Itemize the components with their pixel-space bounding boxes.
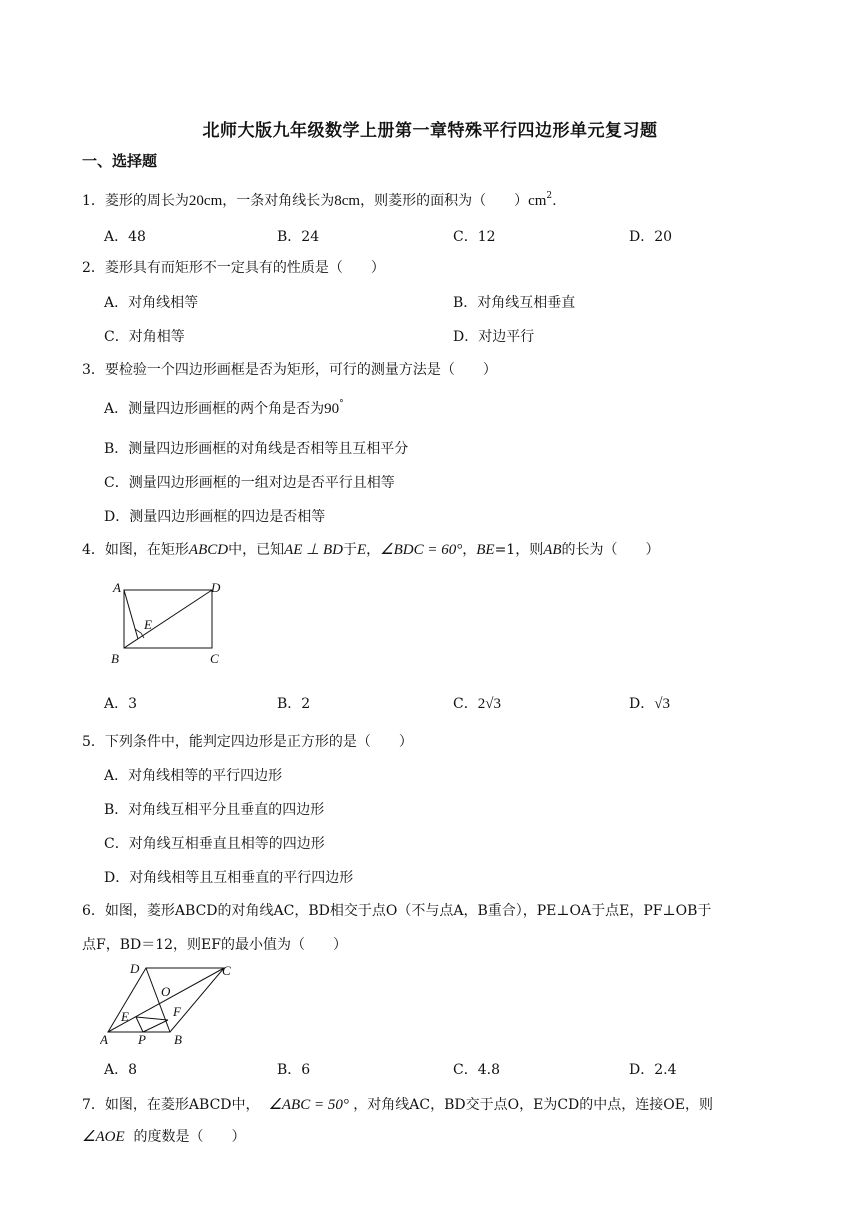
option-a[interactable]: A．48 — [104, 229, 146, 245]
figure-label: C — [222, 963, 231, 978]
question-text: 点F，BD＝12，则EF的最小值为（ ） — [82, 937, 347, 953]
question-number: 1． — [82, 193, 105, 209]
option-c[interactable]: C．4.8 — [453, 1062, 500, 1078]
figure-label: B — [174, 1032, 182, 1046]
question-number: 3． — [82, 362, 105, 378]
figure-label: A — [100, 1032, 108, 1046]
question-2 — [82, 256, 822, 280]
option-b[interactable]: B．6 — [277, 1062, 311, 1078]
figure-label: D — [130, 962, 140, 976]
math-superscript: ° — [339, 399, 344, 409]
math-expression: 8cm — [334, 193, 361, 209]
option-c[interactable]: C．测量四边形画框的一组对边是否平行且相等 — [104, 475, 395, 491]
math-expression: ∠AOE — [82, 1129, 125, 1145]
math-expression: ∠BDC = 60° — [380, 542, 463, 558]
question-1 — [82, 184, 822, 213]
figure-label: E — [144, 617, 152, 632]
question-4 — [82, 538, 822, 562]
question-text: ，对角线AC，BD交于点O，E为CD的中点，连接OE，则 — [353, 1097, 713, 1113]
option-c[interactable]: C．对角线互相垂直且相等的四边形 — [104, 836, 325, 852]
math-expression: ∠ABC = 50° — [268, 1097, 349, 1113]
option-c[interactable]: C．12 — [453, 229, 496, 245]
option-b[interactable]: B．2 — [277, 696, 311, 712]
question-7-line-2 — [82, 1125, 822, 1149]
question-text: ， — [366, 542, 381, 558]
option-a[interactable]: A．对角线相等 — [104, 295, 199, 311]
question-6-line-2 — [82, 933, 822, 957]
math-expression: AB — [543, 542, 562, 558]
question-text: =1，则 — [494, 542, 544, 558]
question-text: ，一条对角线长为 — [222, 193, 335, 209]
option-b[interactable]: B．对角线互相平分且垂直的四边形 — [104, 802, 325, 818]
question-text: ， — [462, 542, 477, 558]
question-text: 的度数是（ ） — [133, 1129, 246, 1145]
option-d[interactable]: D．2.4 — [629, 1062, 677, 1078]
question-number: 5． — [82, 734, 105, 750]
question-6 — [82, 899, 822, 923]
option-c[interactable] — [453, 693, 501, 713]
figure-label: D — [211, 580, 221, 595]
option-text: C． — [453, 696, 478, 712]
option-a[interactable] — [104, 398, 344, 418]
question-5 — [82, 730, 822, 754]
rectangle-figure — [104, 578, 234, 670]
question-number: 2． — [82, 260, 105, 276]
question-text: ，则菱形的面积为（ ） — [360, 193, 529, 209]
question-text: 中，已知 — [228, 542, 285, 558]
question-text: 的长为（ ） — [561, 542, 660, 558]
question-text: 于 — [342, 542, 357, 558]
math-expression: AE ⊥ BD — [284, 542, 343, 558]
question-text: 菱形具有而矩形不一定具有的性质是（ ） — [104, 260, 385, 276]
option-d[interactable]: D．测量四边形画框的四边是否相等 — [104, 509, 326, 525]
figure-label: O — [161, 984, 171, 999]
math-unit: cm — [528, 193, 547, 209]
question-7 — [82, 1093, 822, 1117]
option-d[interactable]: D．对边平行 — [453, 329, 535, 345]
math-expression: 2√3 — [477, 696, 501, 712]
option-b[interactable]: B．24 — [277, 229, 320, 245]
question-text: 如图，在菱形ABCD中， — [104, 1097, 260, 1113]
option-a[interactable]: A．8 — [104, 1062, 138, 1078]
option-d[interactable] — [629, 693, 670, 713]
option-b[interactable]: B．对角线互相垂直 — [453, 295, 576, 311]
question-text: 下列条件中，能判定四边形是正方形的是（ ） — [104, 734, 413, 750]
question-number: 4． — [82, 542, 105, 558]
question-text: 如图，在矩形 — [104, 542, 189, 558]
option-text: A．测量四边形画框的两个角是否为 — [104, 401, 325, 417]
figure-label: B — [111, 651, 119, 666]
math-expression: 90 — [324, 401, 340, 417]
rhombus-figure — [100, 962, 235, 1046]
question-number: 6． — [82, 903, 105, 919]
document-title: 北师大版九年级数学上册第一章特殊平行四边形单元复习题 — [202, 121, 658, 141]
option-text: D． — [629, 696, 655, 712]
option-a[interactable]: A．对角线相等的平行四边形 — [104, 768, 283, 784]
option-d[interactable]: D．20 — [629, 229, 673, 245]
option-d[interactable]: D．对角线相等且互相垂直的平行四边形 — [104, 870, 354, 886]
question-3 — [82, 358, 822, 382]
section-heading: 一、选择题 — [82, 152, 158, 170]
math-expression: √3 — [654, 696, 670, 712]
figure-label: C — [210, 651, 219, 666]
question-text: . — [552, 193, 557, 209]
math-expression: E — [356, 542, 367, 558]
figure-label: E — [121, 1009, 129, 1024]
question-text: 菱形的周长为 — [104, 193, 189, 209]
question-text: 如图，菱形ABCD的对角线AC，BD相交于点O（不与点A，B重合），PE⊥OA于点E，PF⊥OB于 — [104, 903, 712, 919]
math-superscript: 2 — [546, 191, 553, 201]
math-expression: ABCD — [188, 542, 229, 558]
question-number: 7． — [82, 1097, 105, 1113]
math-expression: BE — [476, 542, 495, 558]
figure-label: P — [138, 1032, 146, 1046]
figure-label: F — [173, 1004, 181, 1019]
option-a[interactable]: A．3 — [104, 696, 138, 712]
math-expression: 20cm — [188, 193, 223, 209]
option-b[interactable]: B．测量四边形画框的对角线是否相等且互相平分 — [104, 441, 409, 457]
figure-label: A — [113, 580, 121, 595]
question-text: 要检验一个四边形画框是否为矩形，可行的测量方法是（ ） — [104, 362, 497, 378]
option-c[interactable]: C．对角相等 — [104, 329, 185, 345]
